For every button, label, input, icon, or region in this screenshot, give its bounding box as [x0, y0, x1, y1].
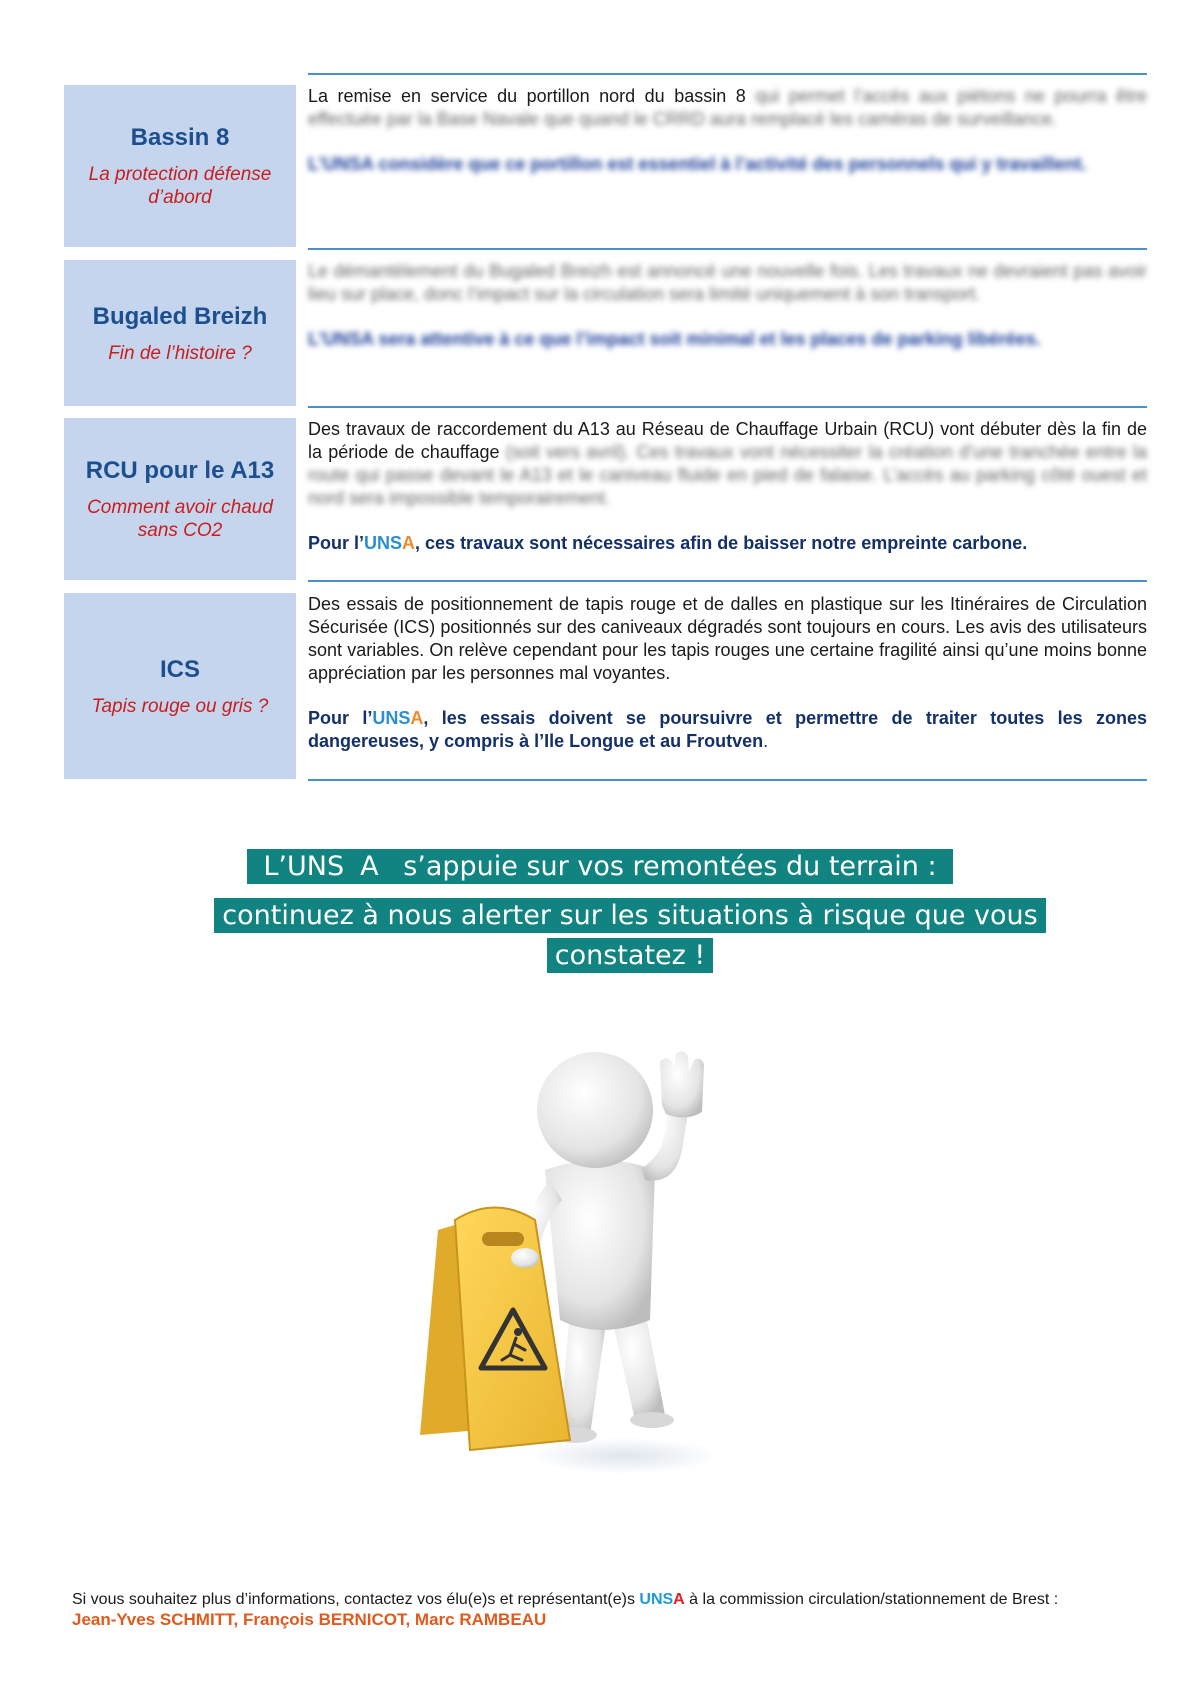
section-body: Des essais de positionnement de tapis rouge et de dalles en plastique sur les Itinéraires de Circulation Sécurisée (ICS) positionnés sur des caniveaux dégradés sont toujours en cours. Les avis des utilisateurs sont variables. On relève cependant pour les tapis rouges une certaine fragilité ainsi qu’une moins bonne appréciation par les personnes mal voyantes.	[308, 594, 1147, 683]
section-body	[308, 85, 1147, 131]
callout-banner-line2	[190, 896, 1070, 976]
footer-contact-names: Jean-Yves SCHMITT, François BERNICOT, Marc RAMBEAU	[72, 1610, 547, 1629]
footer-unsa-text: UNS	[639, 1591, 674, 1608]
section-title: RCU pour le A13	[85, 457, 275, 484]
pos-end: .	[763, 731, 769, 751]
section-bassin-8	[64, 85, 1147, 247]
sign-handle	[482, 1232, 524, 1246]
callout-banner-line1	[0, 847, 1200, 887]
unsa-logo-a: A	[410, 708, 424, 728]
section-content	[308, 418, 1147, 577]
banner-unsa-a: A	[352, 849, 386, 884]
pos-prefix: Pour l’	[308, 708, 373, 728]
unsa-position	[308, 532, 1147, 555]
puddle-shape	[530, 1438, 720, 1474]
footer-text	[72, 1590, 1142, 1610]
unsa-logo-text: UNS	[364, 533, 403, 553]
body-intro: Des travaux de raccordement du A13 au Réseau de Chauffage Urbain (RCU) vont débuter dès la fin de la période de chauffage	[308, 419, 1147, 462]
unsa-logo-text: UNS	[372, 708, 411, 728]
figure-torso	[545, 1160, 655, 1330]
section-title: ICS	[159, 655, 200, 683]
section-content	[308, 85, 1147, 198]
figure-hand-stop	[660, 1051, 704, 1117]
divider-top	[308, 73, 1147, 75]
section-body	[308, 418, 1147, 510]
pos-prefix: Pour l’	[308, 533, 365, 553]
banner-line1-rest: s’appuie sur vos remontées du terrain :	[387, 849, 945, 884]
section-label-box	[64, 418, 296, 580]
footer-contact	[72, 1590, 1142, 1630]
figure-head	[537, 1052, 653, 1168]
section-label-box	[64, 85, 296, 247]
section-bugaled-breizh	[64, 260, 1147, 406]
figure-wet-floor-sign-illustration	[410, 1010, 790, 1490]
footer-text-part2: à la commission circulation/stationnement de Brest :	[684, 1591, 1059, 1608]
banner-line2: continuez à nous alerter sur les situations à risque que vous constatez !	[214, 898, 1045, 973]
section-label-box	[64, 260, 296, 406]
body-blurred: qui permet l’accès aux piétons ne pourra être effectuée par la Base Navale que quand le CRRD aura remplacé les caméras de surveillance.	[308, 86, 1147, 129]
banner-unsa-prefix: L’UNS	[255, 849, 352, 884]
unsa-position-blurred: L’UNSA considère que ce portillon est essentiel à l’activité des personnels qui y travaillent.	[308, 154, 1087, 174]
divider-bottom	[308, 779, 1147, 781]
section-label-box	[64, 593, 296, 779]
unsa-position-blurred: L’UNSA sera attentive à ce que l’impact soit minimal et les places de parking libérées.	[308, 329, 1041, 349]
section-subtitle: La protection défense d’abord	[88, 164, 272, 208]
section-rcu-a13	[64, 418, 1147, 580]
pos-text: , ces travaux sont nécessaires afin de baisser notre empreinte carbone.	[415, 533, 1028, 553]
section-content	[308, 593, 1147, 775]
section-subtitle: Tapis rouge ou gris ?	[91, 695, 269, 717]
footer-unsa-a: A	[673, 1591, 685, 1608]
unsa-logo-a: A	[402, 533, 416, 553]
divider	[308, 580, 1147, 582]
section-subtitle: Comment avoir chaud sans CO2	[87, 497, 273, 541]
body-blurred: Le démantèlement du Bugaled Breizh est annoncé une nouvelle fois. Les travaux ne devraient pas avoir lieu sur place, donc l’impact sur la circulation sera limité uniquement à son transport.	[308, 261, 1147, 304]
divider	[308, 248, 1147, 250]
section-subtitle: Fin de l’histoire ?	[108, 342, 252, 364]
divider	[308, 406, 1147, 408]
section-ics	[64, 593, 1147, 779]
section-content	[308, 260, 1147, 373]
banner-line1	[247, 849, 952, 884]
section-title: Bugaled Breizh	[92, 302, 268, 330]
footer-text-part1: Si vous souhaitez plus d’informations, contactez vos élu(e)s et représentant(e)s	[72, 1591, 640, 1608]
section-title: Bassin 8	[130, 124, 230, 151]
unsa-position	[308, 707, 1147, 753]
pos-text: , les essais doivent se poursuivre et permettre de traiter toutes les zones dangereuses, y compris à l’Ile Longue et au Froutven	[308, 708, 1147, 751]
body-intro: La remise en service du portillon nord du bassin 8	[308, 86, 746, 106]
body-blurred: (soit vers avril). Ces travaux vont nécessiter la création d’une tranchée entre la route qui passe devant le A13 et le caniveau fluide en pied de falaise. L’accès au parking côté ouest et nord sera impossible temporairement.	[308, 442, 1147, 508]
